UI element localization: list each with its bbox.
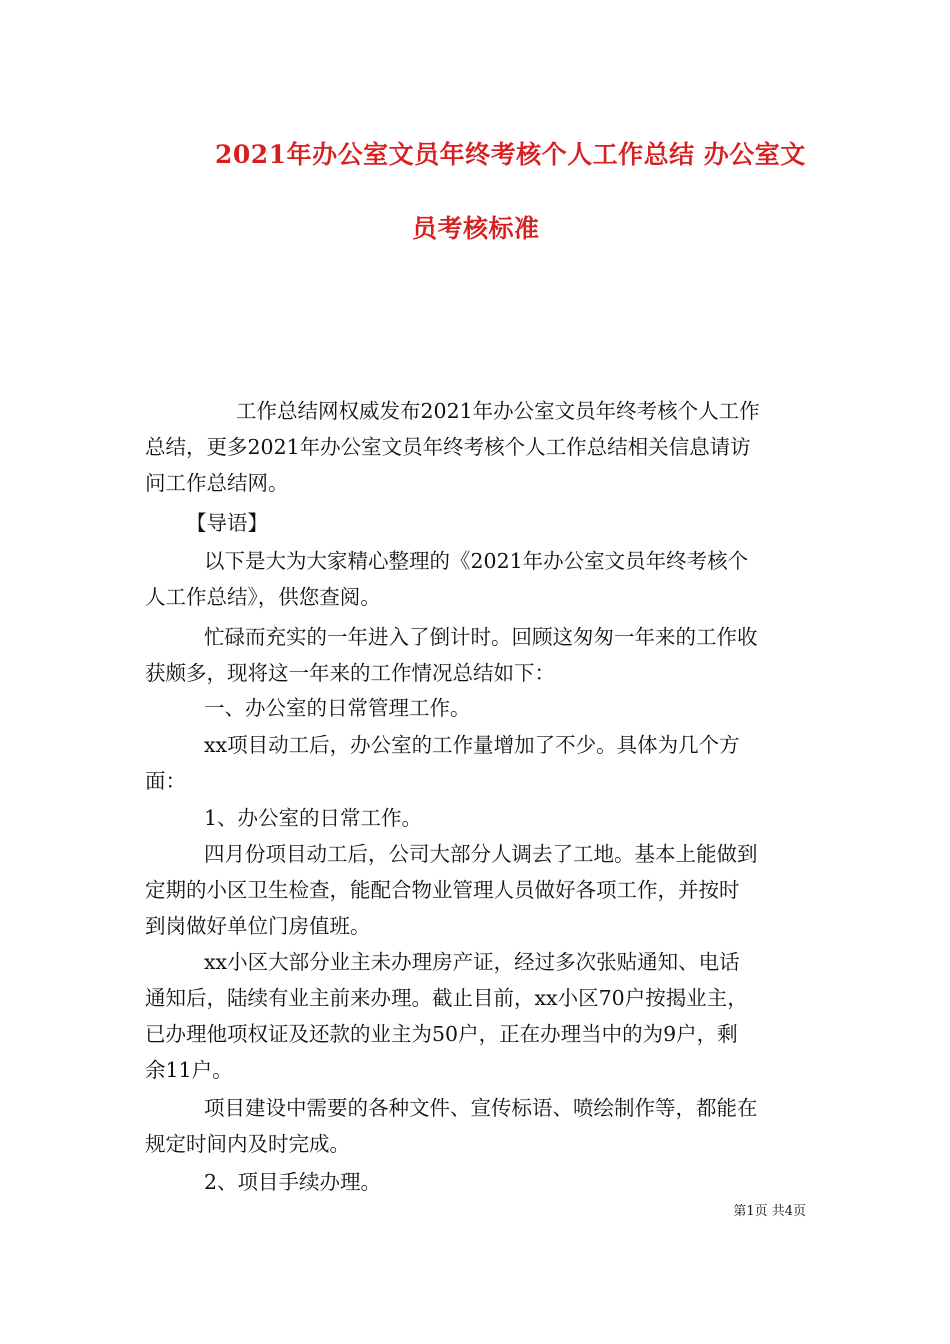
paragraph-line: 已办理他项权证及还款的业主为50户，正在办理当中的为9户，剩 bbox=[145, 1022, 738, 1046]
paragraph-line: 定期的小区卫生检查，能配合物业管理人员做好各项工作，并按时 bbox=[145, 878, 740, 902]
section-heading: 一、办公室的日常管理工作。 bbox=[204, 696, 471, 720]
paragraph-line: 余11户。 bbox=[145, 1058, 233, 1082]
paragraph-line: 四月份项目动工后，公司大部分人调去了工地。基本上能做到 bbox=[204, 842, 758, 866]
paragraph-line: 总结，更多2021年办公室文员年终考核个人工作总结相关信息请访 bbox=[145, 435, 751, 459]
document-title-line-1: 2021年办公室文员年终考核个人工作总结 办公室文 bbox=[215, 140, 806, 169]
section-label-guide: 【导语】 bbox=[186, 511, 268, 535]
subsection-heading: 2、项目手续办理。 bbox=[204, 1170, 382, 1194]
paragraph-line: 以下是大为大家精心整理的《2021年办公室文员年终考核个 bbox=[204, 549, 749, 573]
paragraph-line: 项目建设中需要的各种文件、宣传标语、喷绘制作等，都能在 bbox=[204, 1096, 758, 1120]
subsection-heading: 1、办公室的日常工作。 bbox=[204, 806, 423, 830]
paragraph-line: 问工作总结网。 bbox=[145, 471, 289, 495]
paragraph-line: xx项目动工后，办公室的工作量增加了不少。具体为几个方 bbox=[204, 733, 740, 757]
paragraph-line: 忙碌而充实的一年进入了倒计时。回顾这匆匆一年来的工作收 bbox=[204, 625, 758, 649]
paragraph-line: 获颇多，现将这一年来的工作情况总结如下： bbox=[145, 661, 555, 685]
paragraph-line: xx小区大部分业主未办理房产证，经过多次张贴通知、电话 bbox=[204, 950, 740, 974]
document-title-line-2: 员考核标准 bbox=[412, 214, 540, 243]
paragraph-line: 到岗做好单位门房值班。 bbox=[145, 914, 371, 938]
paragraph-line: 规定时间内及时完成。 bbox=[145, 1132, 350, 1156]
paragraph-line: 人工作总结》，供您查阅。 bbox=[145, 585, 381, 609]
paragraph-line: 通知后，陆续有业主前来办理。截止目前，xx小区70户按揭业主， bbox=[145, 986, 748, 1010]
paragraph-line: 工作总结网权威发布2021年办公室文员年终考核个人工作 bbox=[236, 399, 760, 423]
page-number: 第1页 共4页 bbox=[733, 1204, 806, 1219]
paragraph-line: 面： bbox=[145, 769, 186, 793]
